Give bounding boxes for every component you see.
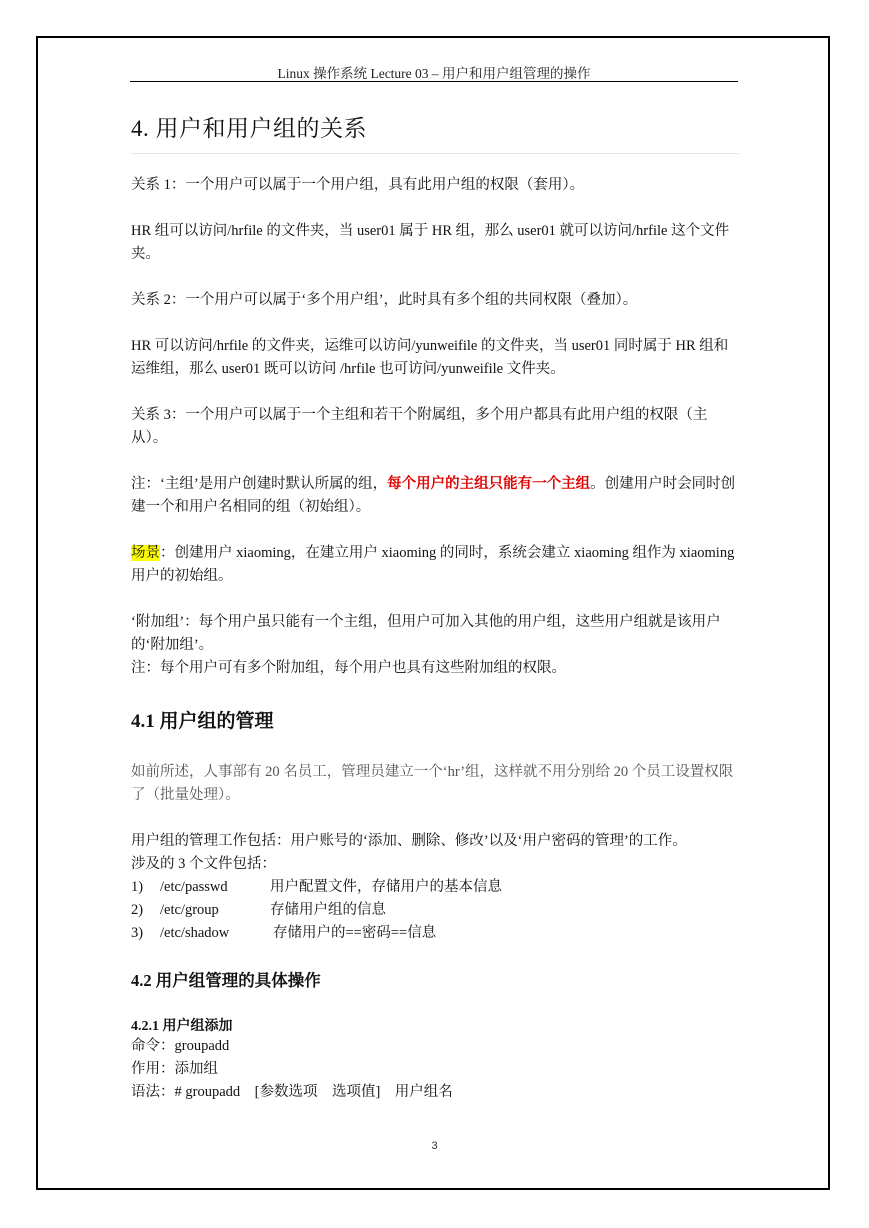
list-number: 3) (131, 925, 144, 941)
command-line: 命令：groupadd (131, 1038, 230, 1054)
note-suffix: 。创建用户时会同时创建一个和用户名相同的组（初始组）。 (131, 476, 736, 515)
note-primary-group (131, 473, 739, 519)
relation-3: 关系 3：一个用户可以属于一个主组和若干个附属组，多个用户都具有此用户组的权限（主从）。 (131, 407, 708, 446)
note-prefix: 注：‘主组’是用户创建时默认所属的组， (131, 476, 388, 492)
section-4-2-title: 4.2 用户组管理的具体操作 (131, 971, 321, 990)
section-4-title: 4. 用户和用户组的关系 (131, 110, 739, 154)
relation-1: 关系 1：一个用户可以属于一个用户组，具有此用户组的权限（套用）。 (131, 177, 585, 193)
section-4-1-work: 用户组的管理工作包括：用户账号的‘添加、删除、修改’以及‘用户密码的管理’的工作。 (131, 833, 687, 849)
file-path: /etc/group (160, 902, 219, 918)
note-extra-group: 注：每个用户可有多个附加组，每个用户也具有这些附加组的权限。 (131, 660, 566, 676)
list-number: 2) (131, 902, 144, 918)
page-header: Linux 操作系统 Lecture 03 – 用户和用户组管理的操作 (277, 66, 591, 81)
scene-text: ：创建用户 xiaoming，在建立用户 xiaoming 的同时，系统会建立 xiaoming 组作为 xiaoming 用户的初始组。 (131, 545, 735, 584)
extra-group-paragraph: ‘附加组’：每个用户虽只能有一个主组，但用户可加入其他的用户组，这些用户组就是该用户的‘附加组’。 (131, 614, 721, 653)
section-4-1-title: 4.1 用户组的管理 (131, 711, 274, 732)
file-description: 存储用户组的信息 (270, 902, 386, 918)
relation-2-example: HR 可以访问/hrfile 的文件夹，运维可以访问/yunweifile 的文件夹，当 user01 同时属于 HR 组和运维组，那么 user01 既可以访问 /hrfile 也可访问/yunweifile 文件夹。 (131, 338, 729, 377)
page-number: 3 (431, 1140, 438, 1152)
document-body (131, 110, 739, 1104)
list-item (131, 899, 739, 922)
files-intro: 涉及的 3 个文件包括： (131, 856, 276, 872)
scene-paragraph (131, 542, 739, 588)
syntax-line: 语法：# groupadd [参数选项 选项值] 用户组名 (131, 1084, 453, 1100)
file-description: 用户配置文件，存储用户的基本信息 (270, 879, 502, 895)
section-4-1-intro: 如前所述，人事部有 20 名员工，管理员建立一个‘hr’组，这样就不用分别给 20 个员工设置权限了（批量处理）。 (131, 764, 734, 803)
note-emphasis: 每个用户的主组只能有一个主组 (387, 476, 591, 492)
file-path: /etc/passwd (160, 879, 228, 895)
list-number: 1) (131, 879, 144, 895)
list-item (131, 922, 739, 945)
relation-1-example: HR 组可以访问/hrfile 的文件夹，当 user01 属于 HR 组，那么 user01 就可以访问/hrfile 这个文件夹。 (131, 223, 730, 262)
file-path: /etc/shadow (160, 925, 230, 941)
scene-label: 场景 (131, 545, 160, 561)
section-4-2-1-title: 4.2.1 用户组添加 (131, 1019, 233, 1034)
list-item (131, 876, 739, 899)
purpose-line: 作用：添加组 (131, 1061, 218, 1077)
header-rule (130, 81, 738, 82)
file-description: 存储用户的==密码==信息 (273, 925, 437, 941)
relation-2: 关系 2：一个用户可以属于‘多个用户组’，此时具有多个组的共同权限（叠加）。 (131, 292, 638, 308)
